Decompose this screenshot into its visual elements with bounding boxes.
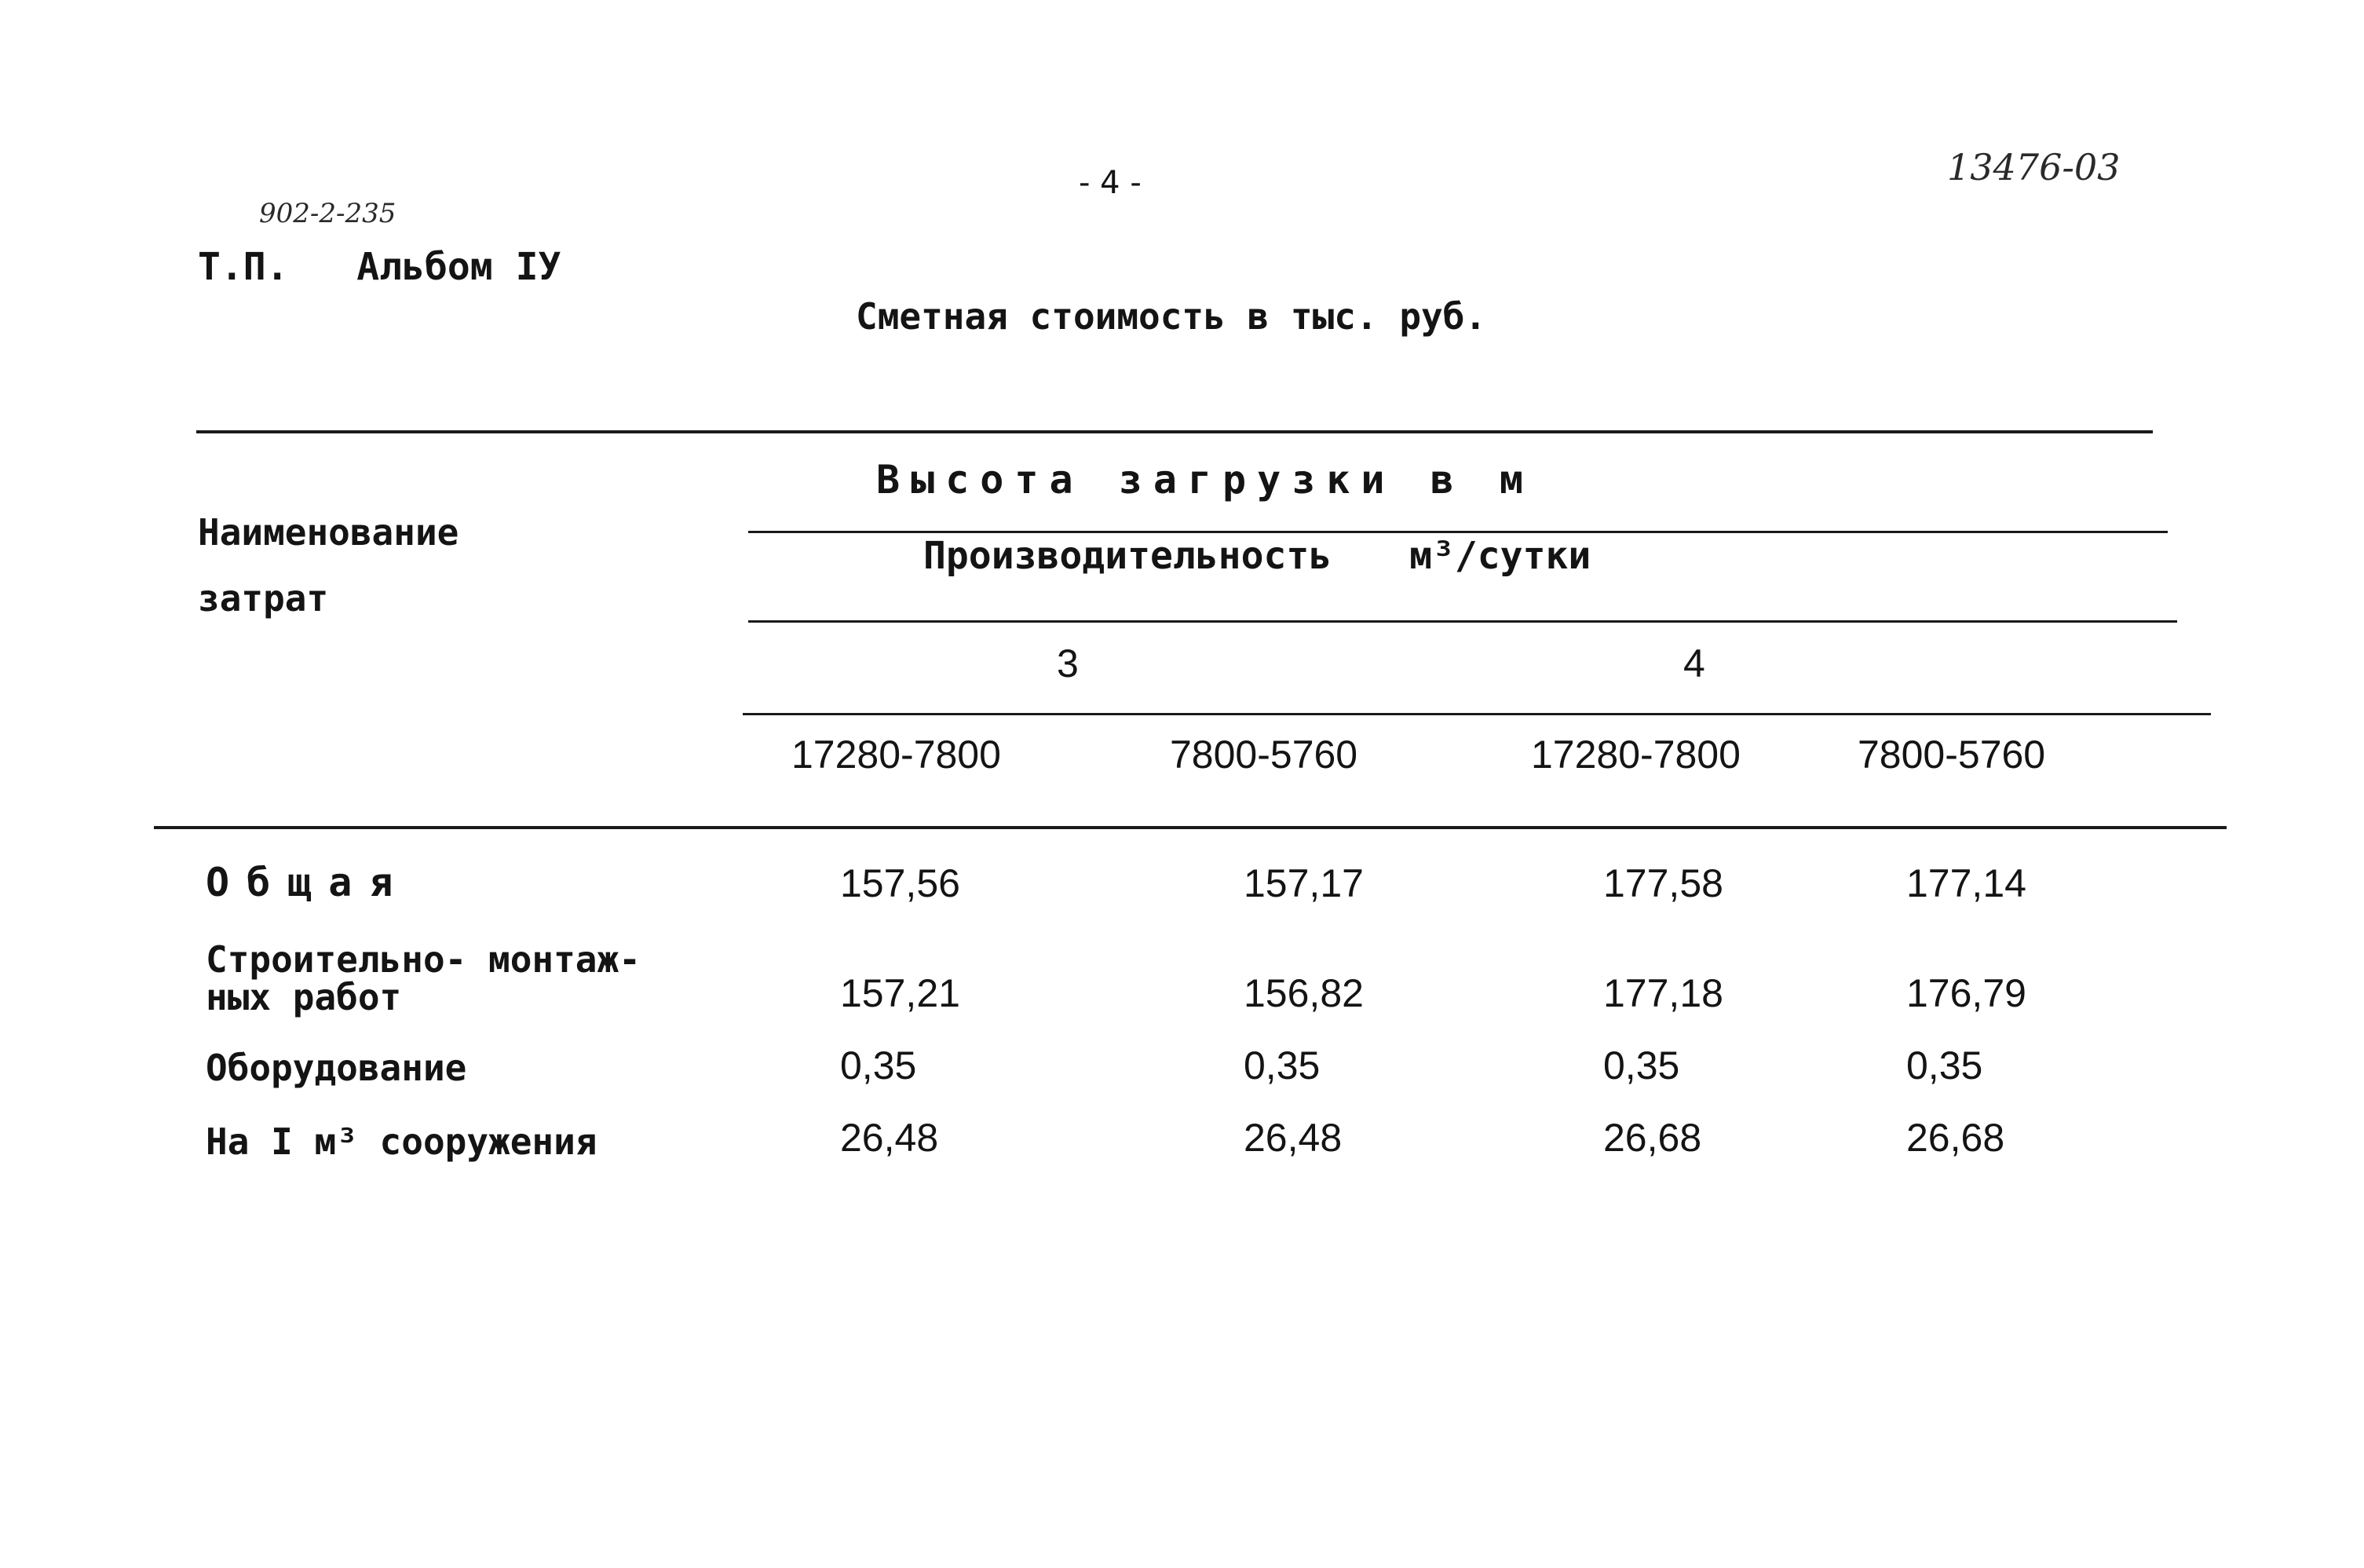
row-label-construction <box>206 938 641 1018</box>
cell-per-m3-3: 26,68 <box>1603 1116 1702 1160</box>
performance-rule <box>748 620 2177 623</box>
row-label-equipment: Оборудование <box>206 1047 467 1089</box>
document-subtitle: Сметная стоимость в тыс. руб. <box>856 295 1487 338</box>
row-label-construction-line1: Строительно- монтаж- <box>206 938 641 981</box>
height-3: 3 <box>1057 641 1079 685</box>
cell-construction-1: 157,21 <box>840 971 960 1015</box>
height-4: 4 <box>1683 641 1705 685</box>
performance-unit: м³/сутки <box>1409 534 1591 578</box>
column-header-4: 7800-5760 <box>1858 733 2046 777</box>
cell-equipment-2: 0,35 <box>1244 1044 1321 1087</box>
table-top-rule <box>196 430 2153 433</box>
column-header-1: 17280-7800 <box>791 733 1001 777</box>
cell-per-m3-1: 26,48 <box>840 1116 939 1160</box>
album-label: Т.П. Альбом IУ <box>198 245 561 289</box>
group-header-performance <box>923 534 1591 578</box>
row-label-construction-line2: ных работ <box>206 976 402 1018</box>
cell-total-1: 157,56 <box>840 861 960 905</box>
column-header-2: 7800-5760 <box>1170 733 1358 777</box>
cell-total-2: 157,17 <box>1244 861 1364 905</box>
cell-total-4: 177,14 <box>1906 861 2026 905</box>
cell-equipment-3: 0,35 <box>1603 1044 1680 1087</box>
performance-label: Производительность <box>923 534 1332 578</box>
group-header-rule <box>748 531 2168 533</box>
cell-per-m3-2: 26,48 <box>1244 1116 1343 1160</box>
page-number: - 4 - <box>1079 165 1142 201</box>
cell-construction-3: 177,18 <box>1603 971 1723 1015</box>
group-header-height: Высота загрузки в м <box>876 457 1534 503</box>
height-rule <box>743 713 2211 715</box>
archive-number: 13476-03 <box>1947 146 2121 188</box>
cell-equipment-1: 0,35 <box>840 1044 917 1087</box>
series-code: 902-2-235 <box>259 198 396 229</box>
cell-total-3: 177,58 <box>1603 861 1723 905</box>
row-label-total: Общая <box>206 860 411 905</box>
cell-equipment-4: 0,35 <box>1906 1044 1983 1087</box>
row-label-per-m3: На I м³ сооружения <box>206 1120 597 1163</box>
row-header: Наименование затрат <box>198 511 459 620</box>
cell-per-m3-4: 26,68 <box>1906 1116 2005 1160</box>
column-header-3: 17280-7800 <box>1531 733 1741 777</box>
cell-construction-4: 176,79 <box>1906 971 2026 1015</box>
cell-construction-2: 156,82 <box>1244 971 1364 1015</box>
header-bottom-rule <box>154 826 2227 829</box>
